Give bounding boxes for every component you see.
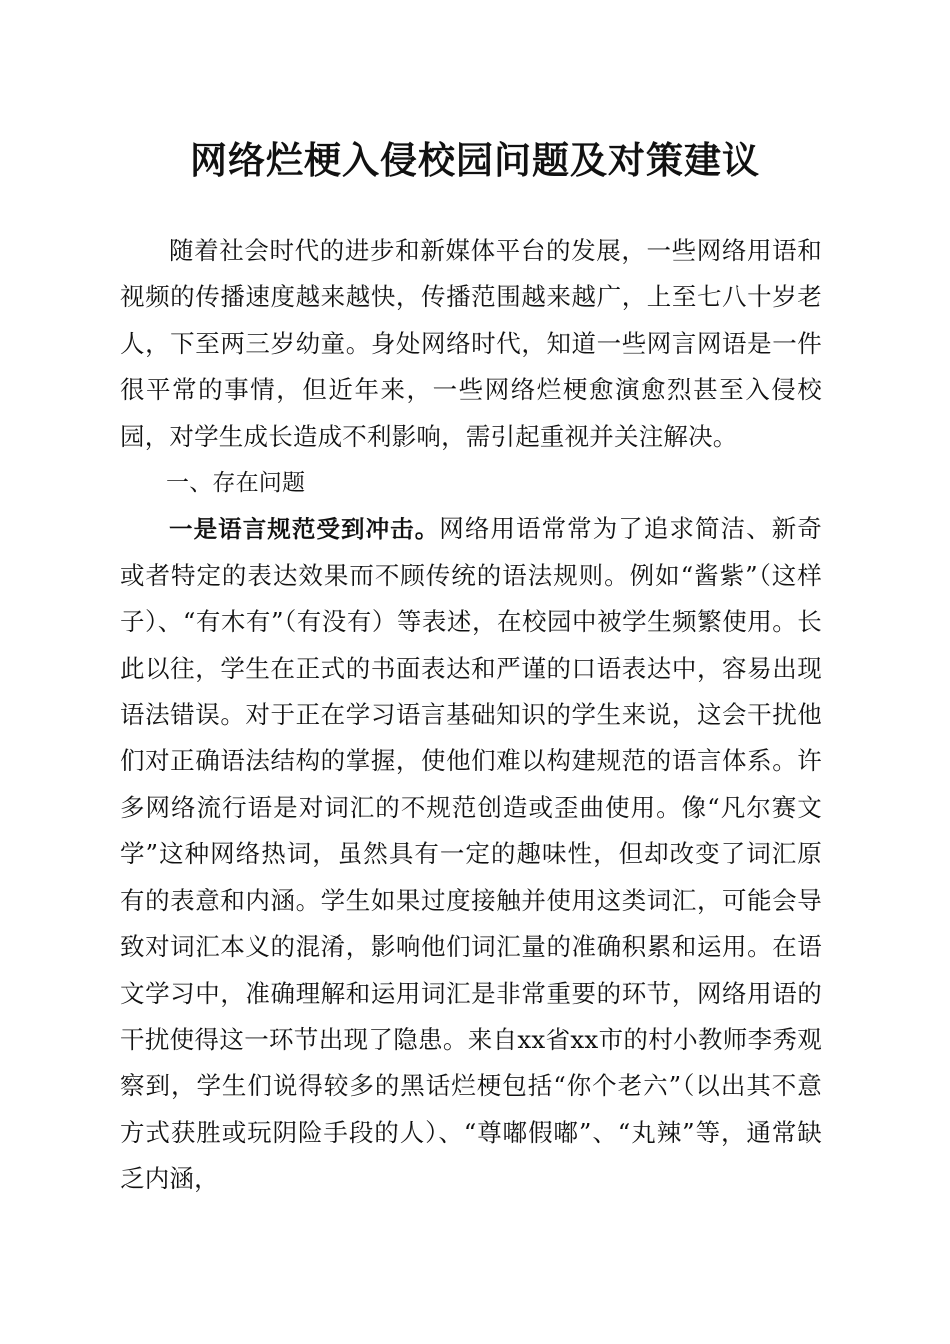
document-title: 网络烂梗入侵校园问题及对策建议 (190, 138, 760, 182)
point-one-body: 网络用语常常为了追求简洁、新奇或者特定的表达效果而不顾传统的语法规则。例如“酱紫”（这样子）、“有木有”（有没有）等表述，在校园中被学生频繁使用。长此以往，学生在正式的书面表达和严谨的口语表达中，容易出现语法错误。对于正在学习语言基础知识的学生来说，这会干扰他们对正确语法结构的掌握，使他们难以构建规范的语言体系。许多网络流行语是对词汇的不规范创造或歪曲使用。像“凡尔赛文学”这种网络热词，虽然具有一定的趣味性，但却改变了词汇原有的表意和内涵。学生如果过度接触并使用这类词汇，可能会导致对词汇本义的混淆，影响他们词汇量的准确积累和运用。在语文学习中，准确理解和运用词汇是非常重要的环节，网络用语的干扰使得这一环节出现了隐患。来自xx省xx市的村小教师李秀观察到，学生们说得较多的黑话烂梗包括“你个老六”（以出其不意方式获胜或玩阴险手段的人）、“尊嘟假嘟”、“丸辣”等，通常缺乏内涵， (120, 514, 823, 1194)
document-body (120, 228, 822, 1203)
point-one-paragraph (120, 506, 822, 1202)
point-one-lead: 一是语言规范受到冲击。 (169, 515, 440, 544)
section-heading: 一、存在问题 (166, 470, 306, 497)
intro-paragraph: 随着社会时代的进步和新媒体平台的发展，一些网络用语和视频的传播速度越来越快，传播范围越来越广，上至七八十岁老人，下至两三岁幼童。身处网络时代，知道一些网言网语是一件很平常的事情，但近年来，一些网络烂梗愈演愈烈甚至入侵校园，对学生成长造成不利影响，需引起重视并关注解决。 (120, 236, 822, 451)
